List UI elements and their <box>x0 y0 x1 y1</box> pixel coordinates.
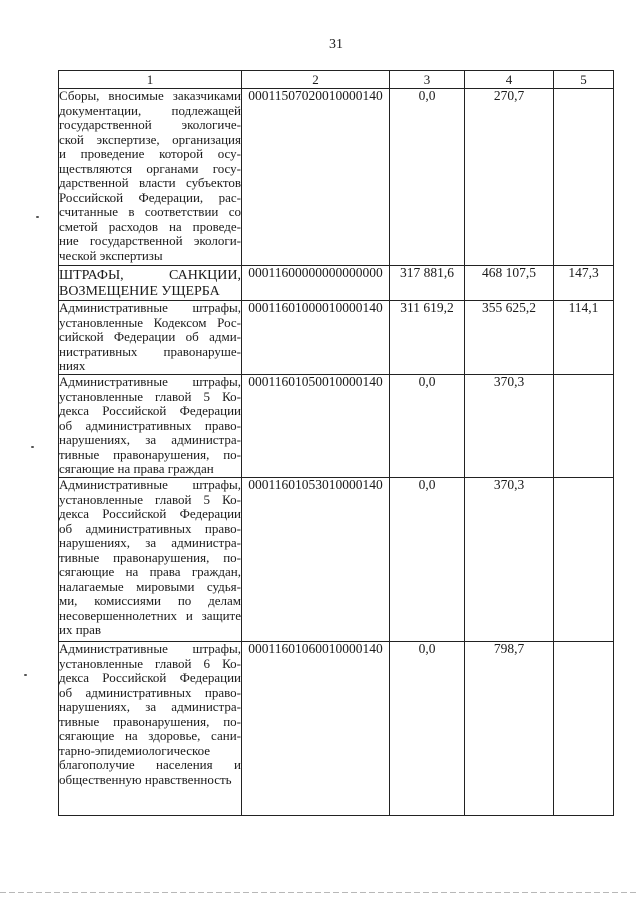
page-number: 31 <box>329 37 343 52</box>
description-line: сягающие на права граждан, <box>59 564 241 579</box>
description-line: установленные главой 5 Ко- <box>59 491 241 507</box>
description-line: ниях <box>59 358 86 373</box>
description-line: установленные главой 6 Ко- <box>59 655 241 671</box>
scan-speck <box>31 446 34 448</box>
description-line: Сборы, вносимые заказчиками <box>59 88 241 103</box>
table-row <box>59 642 614 816</box>
value-column-4: 355 625,2 <box>465 301 554 375</box>
value-column-3: 0,0 <box>390 375 465 478</box>
column-header-3: 3 <box>390 71 465 89</box>
description-line: налагаемые мировыми судья- <box>59 578 241 594</box>
description-line: тивные правонарушения, по- <box>59 549 241 565</box>
row-description <box>59 375 242 478</box>
description-line: декса Российской Федерации <box>59 506 241 521</box>
column-header-1: 1 <box>59 71 242 89</box>
column-header-4: 4 <box>465 71 554 89</box>
table-body <box>59 89 614 816</box>
value-column-5: 147,3 <box>554 266 614 301</box>
description-line: нарушениях, за администра- <box>59 432 241 447</box>
value-column-3: 311 619,2 <box>390 301 465 375</box>
description-line: тивные правонарушения, по- <box>59 713 241 729</box>
description-line: декса Российской Федерации <box>59 670 241 685</box>
column-header-2: 2 <box>242 71 390 89</box>
column-header-5: 5 <box>554 71 614 89</box>
description-line: сягающие на права граждан <box>59 461 214 476</box>
value-column-4: 370,3 <box>465 375 554 478</box>
value-column-3: 0,0 <box>390 642 465 816</box>
table-row <box>59 478 614 642</box>
table-row <box>59 89 614 266</box>
description-line: Административные штрафы, <box>59 477 241 492</box>
description-line: ние государственной экологи- <box>59 233 241 248</box>
scan-speck <box>36 216 39 218</box>
value-column-4: 468 107,5 <box>465 266 554 301</box>
value-column-3: 317 881,6 <box>390 266 465 301</box>
description-line: ШТРАФЫ, САНКЦИИ, <box>59 268 241 283</box>
row-description <box>59 301 242 375</box>
header-row <box>59 71 614 89</box>
row-description <box>59 89 242 266</box>
scan-speck <box>24 674 27 676</box>
description-line: их прав <box>59 622 102 637</box>
description-line: ВОЗМЕЩЕНИЕ УЩЕРБА <box>59 284 220 299</box>
value-column-3: 0,0 <box>390 89 465 266</box>
description-line: об административных право- <box>59 520 241 536</box>
table-row <box>59 375 614 478</box>
description-line: ществляются органами госу- <box>59 160 241 176</box>
value-column-4: 798,7 <box>465 642 554 816</box>
value-column-5 <box>554 642 614 816</box>
description-line: ской экспертизе, организация <box>59 131 241 147</box>
description-line: установленные главой 5 Ко- <box>59 388 241 404</box>
value-column-4: 370,3 <box>465 478 554 642</box>
description-line: дарственной власти субъектов <box>59 175 241 190</box>
budget-code: 00011601053010000140 <box>242 478 390 642</box>
value-column-5 <box>554 375 614 478</box>
description-line: и проведение которой осу- <box>59 146 241 161</box>
value-column-4: 270,7 <box>465 89 554 266</box>
description-line: тарно-эпидемиологическое <box>59 742 211 758</box>
description-line: об административных право- <box>59 417 241 433</box>
table-row <box>59 301 614 375</box>
budget-code: 00011601000010000140 <box>242 301 390 375</box>
description-line: общественную нравственность <box>59 771 232 787</box>
description-line: сийской Федерации об адми- <box>59 329 241 344</box>
description-line: Административные штрафы, <box>59 641 241 656</box>
description-line: сягающие на здоровье, сани- <box>59 728 241 743</box>
row-description <box>59 642 242 816</box>
description-line: Административные штрафы, <box>59 374 241 389</box>
description-line: установленные Кодексом Рос- <box>59 314 241 330</box>
value-column-5: 114,1 <box>554 301 614 375</box>
row-description <box>59 266 242 301</box>
description-line: тивные правонарушения, по- <box>59 446 241 462</box>
description-line: сметой расходов на проведе- <box>59 218 241 234</box>
description-line: ческой экспертизы <box>59 247 163 263</box>
description-line: декса Российской Федерации <box>59 403 241 418</box>
description-line: считанные в соответствии со <box>59 204 241 219</box>
value-column-5 <box>554 89 614 266</box>
description-line: Административные штрафы, <box>59 300 241 315</box>
description-line: документации, подлежащей <box>59 102 241 118</box>
budget-code: 00011601050010000140 <box>242 375 390 478</box>
description-line: нарушениях, за администра- <box>59 699 241 714</box>
table-row <box>59 266 614 301</box>
description-line: несовершеннолетних и защите <box>59 607 241 623</box>
description-line: Российской Федерации, рас- <box>59 189 241 205</box>
data-table <box>58 70 614 816</box>
table-header <box>59 71 614 89</box>
value-column-5 <box>554 478 614 642</box>
description-line: об административных право- <box>59 684 241 700</box>
description-line: нарушениях, за администра- <box>59 535 241 550</box>
description-line: государственной экологиче- <box>59 117 241 132</box>
budget-code: 00011600000000000000 <box>242 266 390 301</box>
scan-edge-line <box>0 892 639 893</box>
budget-code: 00011601060010000140 <box>242 642 390 816</box>
value-column-3: 0,0 <box>390 478 465 642</box>
description-line: благополучие населения и <box>59 757 241 772</box>
budget-code: 00011507020010000140 <box>242 89 390 266</box>
description-line: нистративных правонаруше- <box>59 343 241 359</box>
row-description <box>59 478 242 642</box>
description-line: ми, комиссиями по делам <box>59 593 241 608</box>
